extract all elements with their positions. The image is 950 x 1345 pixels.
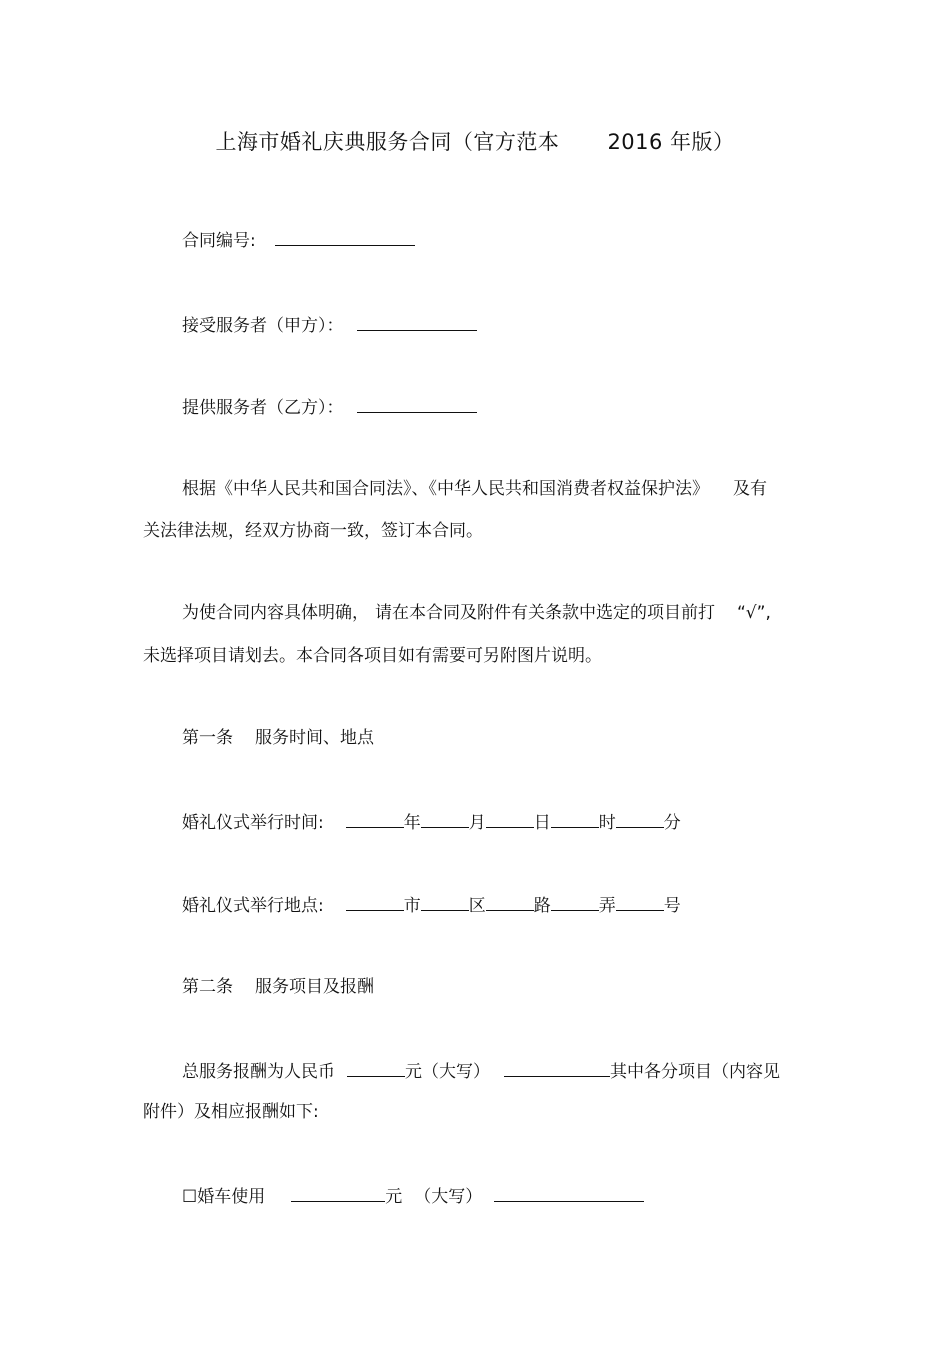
instruction-line-1 xyxy=(182,602,771,624)
wedding-car-yuan: 元 xyxy=(385,1187,403,1207)
preamble-line-2 xyxy=(143,520,483,542)
month-unit: 月 xyxy=(468,813,486,833)
district-blank[interactable] xyxy=(421,893,469,911)
article-1-title: 服务时间、地点 xyxy=(255,728,374,748)
month-blank[interactable] xyxy=(421,810,469,828)
total-daxie-blank[interactable] xyxy=(504,1059,610,1077)
total-amount-blank[interactable] xyxy=(347,1059,405,1077)
total-label: 总服务报酬为人民币 xyxy=(182,1062,335,1082)
city-unit: 市 xyxy=(403,896,421,916)
wedding-car-row xyxy=(182,1184,644,1208)
road-blank[interactable] xyxy=(486,893,534,911)
article-1-number: 第一条 xyxy=(182,728,233,748)
total-remuneration-line-2 xyxy=(143,1101,319,1123)
hour-blank[interactable] xyxy=(551,810,599,828)
minute-unit: 分 xyxy=(663,813,681,833)
wedding-car-amount-blank[interactable] xyxy=(291,1184,385,1202)
year-unit: 年 xyxy=(403,813,421,833)
wedding-time-label: 婚礼仪式举行时间: xyxy=(182,813,324,833)
total-yuan-daxie: 元（大写） xyxy=(405,1062,490,1082)
instruction-line-2 xyxy=(143,645,602,667)
city-blank[interactable] xyxy=(346,893,404,911)
wedding-car-checkbox[interactable]: ☐ xyxy=(182,1187,198,1207)
instruction-checkmark: “√”, xyxy=(737,603,771,623)
party-b-row xyxy=(182,395,477,419)
article-2-number: 第二条 xyxy=(182,977,233,997)
instruction-continuation: 未选择项目请划去。本合同各项目如有需要可另附图片说明。 xyxy=(143,646,602,666)
party-a-label: 接受服务者（甲方）： xyxy=(182,316,344,336)
party-a-row xyxy=(182,313,477,337)
preamble-and: 及有 xyxy=(733,479,767,499)
preamble-line-1 xyxy=(182,478,767,500)
hour-unit: 时 xyxy=(598,813,616,833)
title-edition: 2016 年版） xyxy=(607,130,735,154)
day-blank[interactable] xyxy=(486,810,534,828)
total-line-2-text: 附件）及相应报酬如下: xyxy=(143,1102,319,1122)
contract-number-row xyxy=(182,228,415,252)
article-1-heading xyxy=(182,727,374,749)
wedding-time-row xyxy=(182,810,681,834)
document-title xyxy=(0,128,950,156)
wedding-place-row xyxy=(182,893,681,917)
preamble-laws: 根据《中华人民共和国合同法》、《中华人民共和国消费者权益保护法》 xyxy=(182,479,709,499)
total-continuation: 其中各分项目（内容见 xyxy=(610,1062,780,1082)
contract-number-blank[interactable] xyxy=(275,228,415,246)
total-remuneration-line-1 xyxy=(182,1059,780,1083)
article-2-title: 服务项目及报酬 xyxy=(255,977,374,997)
minute-blank[interactable] xyxy=(616,810,664,828)
wedding-place-label: 婚礼仪式举行地点: xyxy=(182,896,324,916)
district-unit: 区 xyxy=(468,896,486,916)
wedding-car-label: 婚车使用 xyxy=(197,1187,266,1207)
party-b-blank[interactable] xyxy=(357,395,477,413)
number-unit: 号 xyxy=(663,896,681,916)
preamble-continuation: 关法律法规，经双方协商一致，签订本合同。 xyxy=(143,521,483,541)
day-unit: 日 xyxy=(533,813,551,833)
title-main: 上海市婚礼庆典服务合同（官方范本 xyxy=(215,130,560,154)
party-b-label: 提供服务者（乙方）： xyxy=(182,398,344,418)
road-unit: 路 xyxy=(533,896,551,916)
lane-blank[interactable] xyxy=(551,893,599,911)
wedding-car-daxie-label: （大写） xyxy=(414,1187,483,1207)
contract-number-label: 合同编号: xyxy=(182,231,256,251)
wedding-car-daxie-blank[interactable] xyxy=(494,1184,644,1202)
lane-unit: 弄 xyxy=(598,896,616,916)
article-2-heading xyxy=(182,976,374,998)
instruction-part-a: 为使合同内容具体明确， xyxy=(182,603,369,623)
year-blank[interactable] xyxy=(346,810,404,828)
number-blank[interactable] xyxy=(616,893,664,911)
party-a-blank[interactable] xyxy=(357,313,477,331)
instruction-part-b: 请在本合同及附件有关条款中选定的项目前打 xyxy=(375,603,715,623)
